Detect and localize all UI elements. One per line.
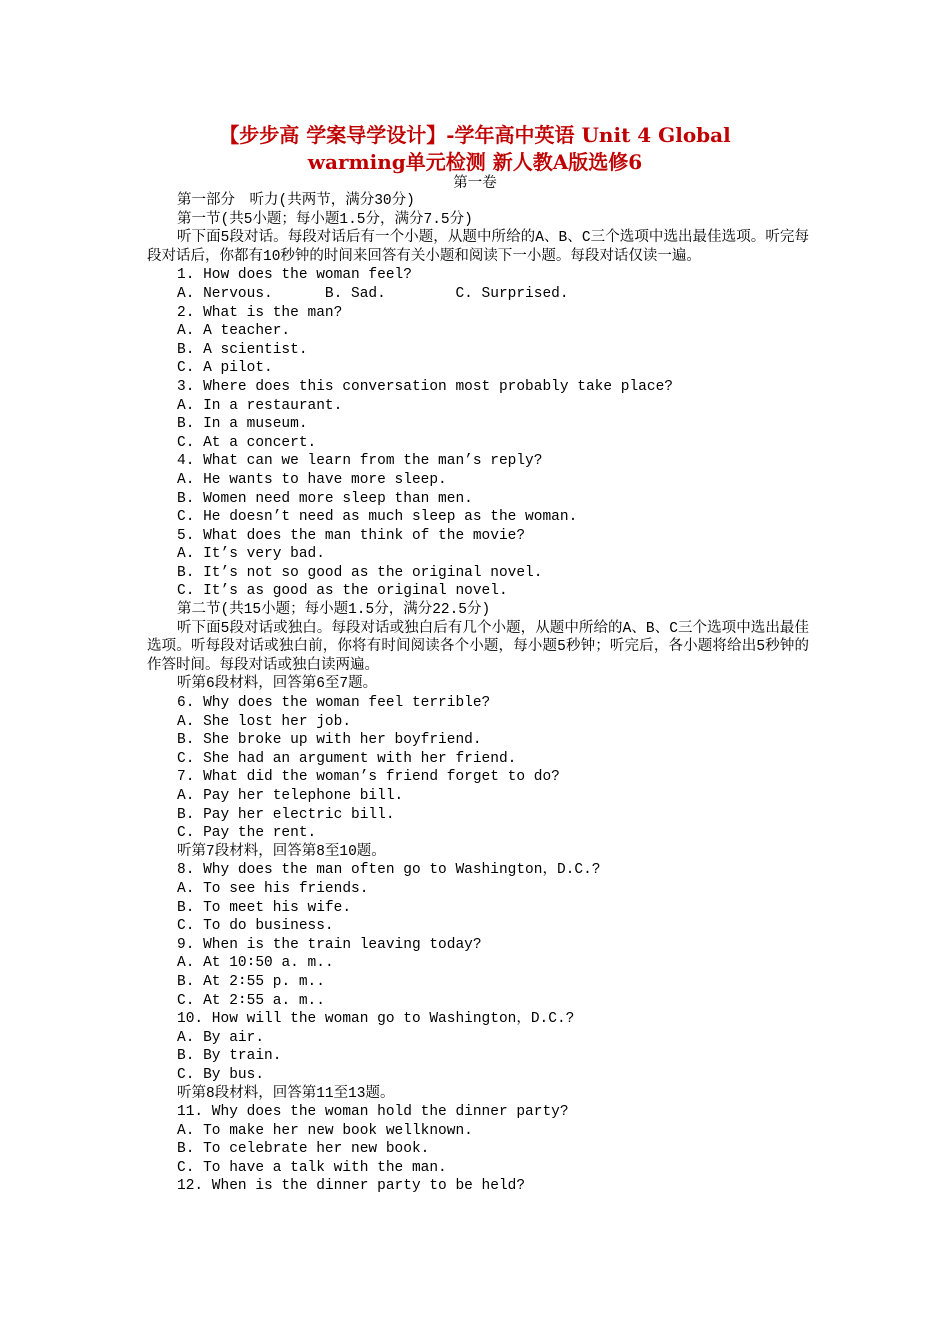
exam-line: B. A scientist. [177, 341, 308, 358]
exam-line: A. At 10∶50 a. m.. [177, 955, 334, 972]
exam-line: B. It’s not so good as the original novel. [177, 564, 543, 581]
section-instructions: 听下面5段对话。每段对话后有一个小题，从题中所给的A、B、C三个选项中选出最佳选项。听完每段对话后，你都有10秒钟的时间来回答有关小题和阅读下一小题。每段对话仅读一遍。 [147, 230, 809, 265]
question-list [147, 675, 809, 1196]
exam-line: 9. When is the train leaving today? [177, 936, 482, 953]
exam-line: 1. How does the woman feel? [177, 267, 412, 284]
exam-line: 11. Why does the woman hold the dinner party? [177, 1104, 569, 1121]
exam-line: 3. Where does this conversation most probably take place? [177, 378, 673, 395]
exam-line: C. To do business. [177, 918, 334, 935]
exam-line: 听第7段材料，回答第8至10题。 [177, 843, 386, 860]
exam-line: A. To see his friends. [177, 880, 369, 897]
exam-line: B. Women need more sleep than men. [177, 490, 473, 507]
exam-line: A. To make her new book wellknown. [177, 1122, 473, 1139]
exam-line: A. Pay her telephone bill. [177, 788, 404, 804]
exam-line: C. It’s as good as the original novel. [177, 583, 508, 600]
section-heading: 第一节(共5小题；每小题1.5分，满分7.5分) [177, 211, 473, 228]
title-line-2: warming单元检测 新人教A版选修6 [307, 150, 643, 174]
exam-line: C. By bus. [177, 1066, 265, 1083]
exam-line: C. She had an argument with her friend. [177, 750, 517, 767]
document-title [150, 122, 800, 176]
exam-line: A. She lost her job. [177, 713, 352, 730]
document-body [147, 192, 809, 1196]
exam-line: C. At 2∶55 a. m.. [177, 992, 325, 1009]
exam-line: C. To have a talk with the man. [177, 1159, 447, 1176]
exam-line: A. A teacher. [177, 323, 291, 340]
exam-line: 8. Why does the man often go to Washington，D.C.? [177, 862, 601, 879]
question-list [147, 266, 809, 601]
exam-line: A. It’s very bad. [177, 546, 325, 563]
exam-line: 7. What did the woman’s friend forget to do? [177, 769, 560, 786]
exam-line: A. He wants to have more sleep. [177, 471, 447, 488]
exam-line: A. By air. [177, 1029, 265, 1046]
exam-line: C. Pay the rent. [177, 825, 317, 842]
exam-line: B. In a museum. [177, 416, 308, 433]
exam-line: C. He doesn’t need as much sleep as the woman. [177, 509, 578, 526]
exam-line: 5. What does the man think of the movie? [177, 527, 526, 544]
exam-line: C. At a concert. [177, 434, 317, 451]
part-heading: 第一部分 听力(共两节，满分30分) [177, 193, 415, 209]
exam-line: A. Nervous. B. Sad. C. Surprised. [177, 285, 569, 302]
exam-line: B. By train. [177, 1048, 282, 1065]
title-line-1: 【步步高 学案导学设计】-学年高中英语 Unit 4 Global [219, 123, 731, 147]
exam-line: B. She broke up with her boyfriend. [177, 732, 482, 749]
exam-line: 12. When is the dinner party to be held? [177, 1178, 526, 1195]
exam-line: B. To celebrate her new book. [177, 1141, 430, 1158]
exam-line: A. In a restaurant. [177, 397, 343, 414]
section-instructions: 听下面5段对话或独白。每段对话或独白后有几个小题，从题中所给的A、B、C三个选项中选出最佳选项。听每段对话或独白前，你将有时间阅读各个小题，每小题5秒钟；听完后，各小题将给出5秒钟的作答时间。每段对话或独白读两遍。 [147, 620, 809, 674]
exam-line: 听第8段材料，回答第11至13题。 [177, 1085, 395, 1102]
section-heading: 第二节(共15小题；每小题1.5分，满分22.5分) [177, 602, 491, 619]
volume-label: 第一卷 [453, 175, 497, 191]
exam-line: 4. What can we learn from the man’s reply? [177, 453, 543, 470]
exam-line: 听第6段材料，回答第6至7题。 [177, 676, 378, 693]
exam-line: 10. How will the woman go to Washington，D.C.? [177, 1011, 575, 1028]
exam-line: 6. Why does the woman feel terrible? [177, 695, 491, 712]
exam-line: 2. What is the man? [177, 304, 343, 321]
exam-line: B. To meet his wife. [177, 899, 352, 916]
exam-line: B. Pay her electric bill. [177, 806, 395, 823]
exam-line: B. At 2∶55 p. m.. [177, 973, 325, 990]
exam-line: C. A pilot. [177, 360, 273, 377]
